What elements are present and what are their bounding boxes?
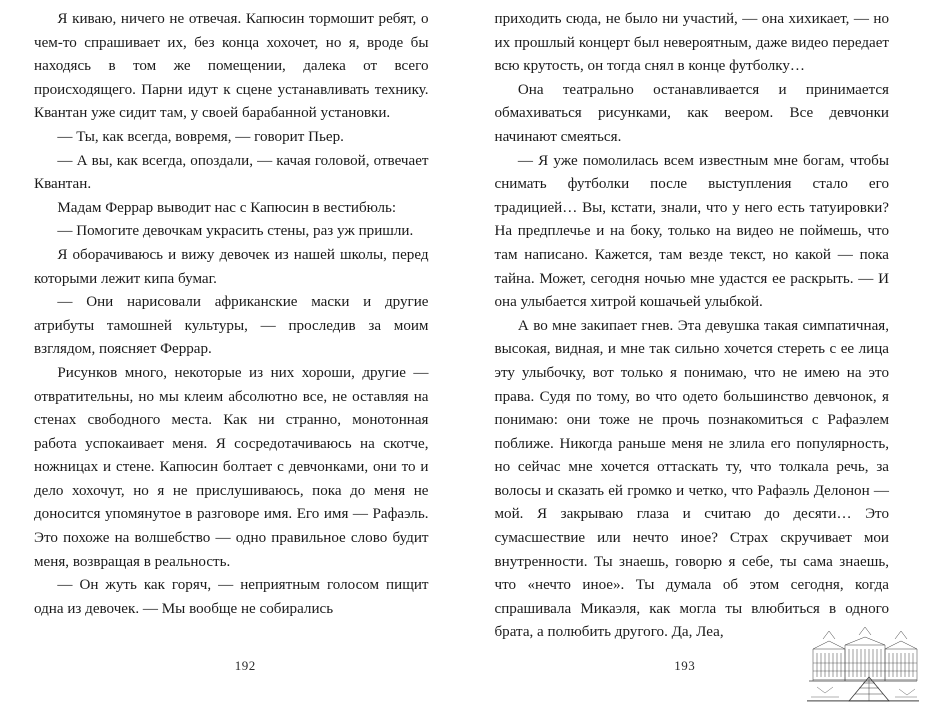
right-page-text [495, 8, 890, 645]
paragraph: — Я уже помолилась всем известным мне богам, чтобы снимать футболки после выступления стало его традицией… Вы, кстати, знали, что у него есть татуировки? На предплечье и на боку, только на видео не поймешь, что там написано. Кажется, там везде текст, но какой — пока тайна. Может, сегодня ночью мне удастся ее раскрыть. — И она улыбается хитрой кошачьей улыбкой. [494, 152, 889, 311]
page-number: 193 [674, 658, 696, 673]
paragraph: — Они нарисовали африканские маски и другие атрибуты тамошней культуры, — проследив за моим взглядом, поясняет Феррар. [34, 294, 429, 358]
paragraph: приходить сюда, не было ни участий, — она хихикает, — но их прошлый концерт был невероятным, даже видео передает всю крутость, он тогда снял в конце футболку… [494, 11, 889, 75]
left-page-text [34, 8, 429, 621]
paragraph: — Помогите девочкам украсить стены, раз уж пришли. [57, 223, 414, 240]
paragraph: — Он жуть как горяч, — неприятным голосом пищит одна из девочек. — Мы вообще не собирались [34, 577, 429, 617]
paragraph: — Ты, как всегда, вовремя, — говорит Пьер. [57, 128, 344, 145]
page-number: 192 [234, 658, 256, 673]
right-page [465, 0, 929, 707]
paragraph: — А вы, как всегда, опоздали, — качая головой, отвечает Квантан. [34, 152, 429, 193]
paragraph: Рисунков много, некоторые из них хороши, другие — отвратительны, но мы клеим абсолютно все, не оставляя на стенах свободного места. Как ни странно, монотонная работа успокаивает меня. Я сосредотачиваюсь на скотче, ножницах и стене. Капюсин болтает с девчонками, они то и дело хохочут, но я не прислушиваюсь, пока до меня не доносится упомянутое в разговоре имя. Его имя — Рафаэль. Это похоже на волшебство — одно правильное слово будит меня, возвращая в реальность. [34, 364, 429, 570]
paragraph: Я оборачиваюсь и вижу девочек из нашей школы, перед которыми лежит кипа бумаг. [34, 246, 429, 287]
paragraph: Я киваю, ничего не отвечая. Капюсин тормошит ребят, о чем-то спрашивает их, без конца хохочет, но я, вроде бы находясь в том же помещении, далека от всего происходящего. Парни идут к сцене устанавливать технику. Квантан уже сидит там, у своей барабанной установки. [34, 11, 429, 122]
paragraph: Мадам Феррар выводит нас с Капюсин в вестибюль: [57, 199, 397, 216]
paragraph: А во мне закипает гнев. Эта девушка такая симпатичная, высокая, видная, и мне так сильно хочется стереть с ее лица эту улыбочку, вот только я понимаю, что не имею на это права. Судя по тому, во что одето большинство девчонок, я понимаю: они тоже не прочь познакомиться с Рафаэлем поближе. Никогда раньше меня не злила его популярность, но сейчас мне хочется оттаскать ту, что толкала речь, за волосы и сказать ей громко и четко, что Рафаэль Делонон — мой. Я закрываю глаза и считаю до десяти… Это сумасшествие или нечто иное? Страх скручивает мои внутренности. Ты знаешь, говорю я себе, ты сама знаешь, что «нечто иное». Ты думала об этом сегодня, когда спрашивала Микаэля, как могла ты влюбиться в одного брата, а полюбить другого. Да, Леа, [494, 317, 889, 641]
paragraph: Она театрально останавливается и принимается обмахиваться рисунками, как веером. Все девчонки начинают смеяться. [494, 81, 889, 145]
